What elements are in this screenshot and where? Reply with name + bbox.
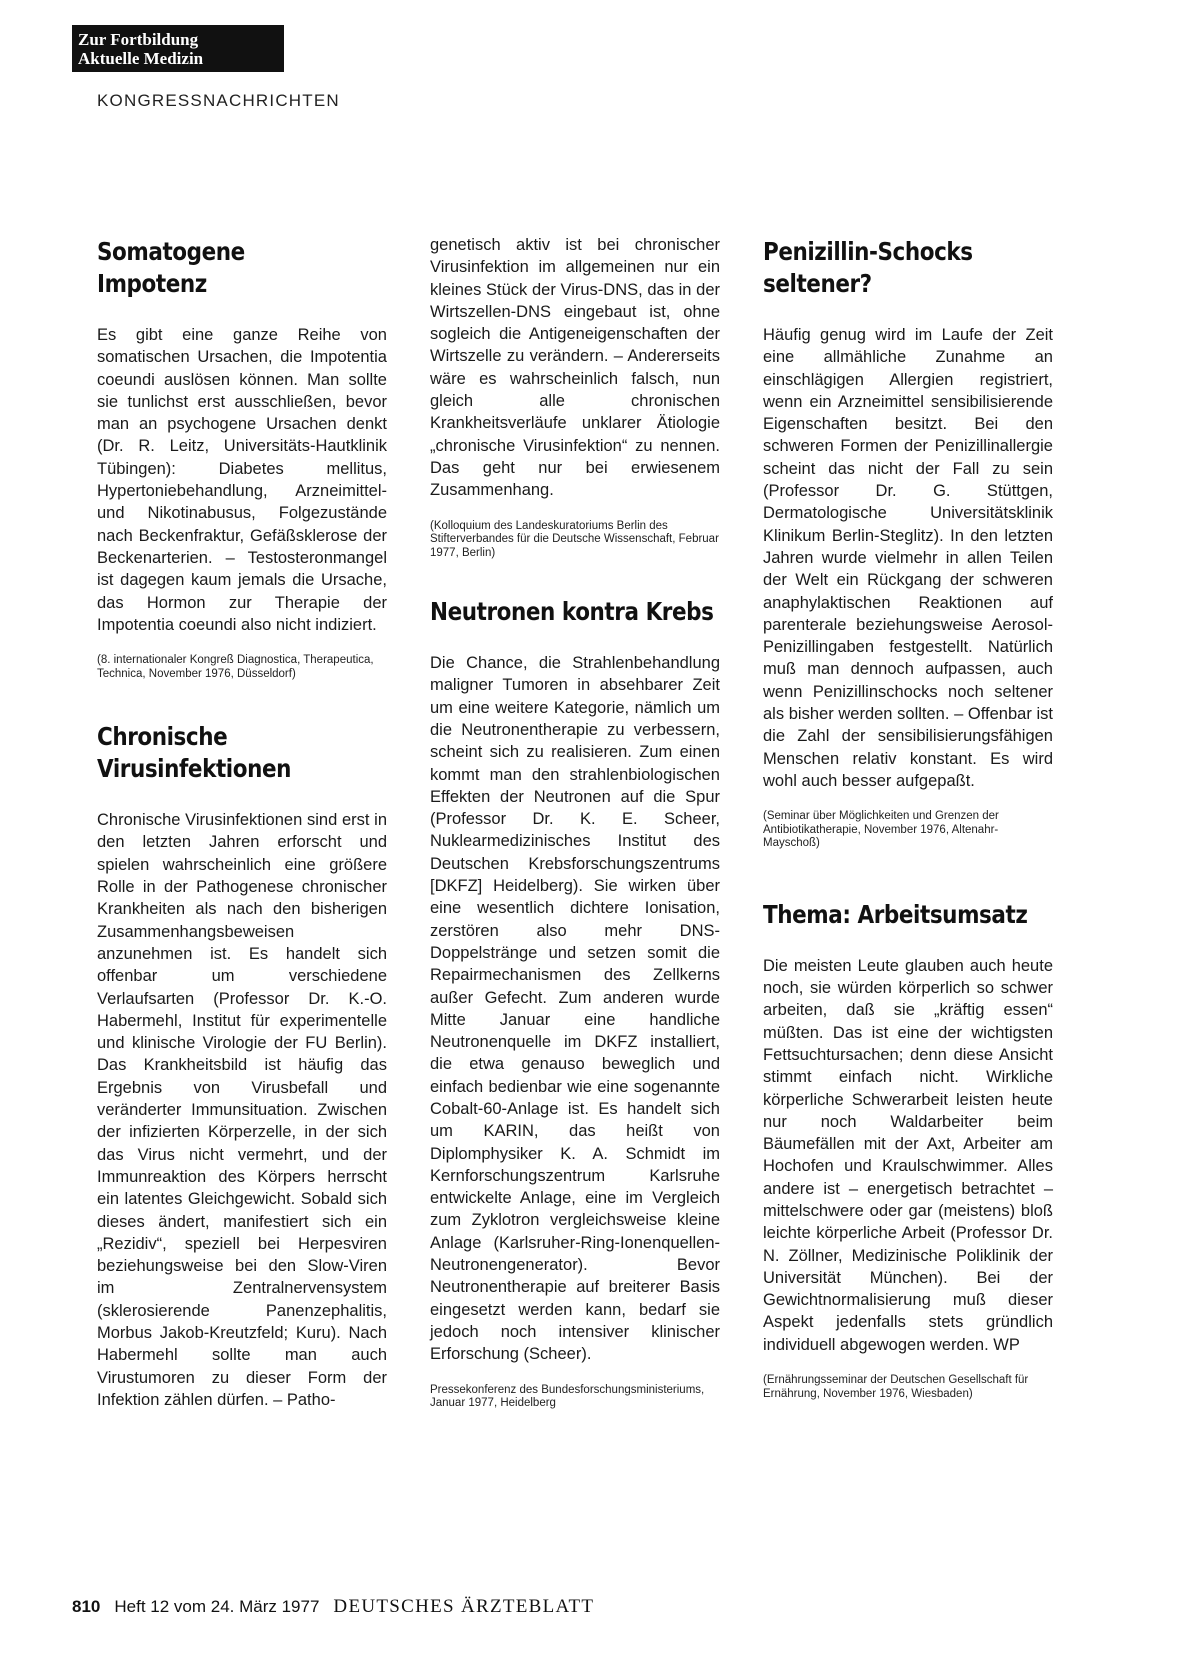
page-number: 810: [72, 1597, 101, 1616]
column-3: [763, 236, 1053, 1401]
column-2: [430, 234, 720, 1411]
issue-info: Heft 12 vom 24. März 1977: [114, 1597, 320, 1616]
article-source-somatogene: (8. internationaler Kongreß Diagnostica, Therapeutica, Technica, November 1976, Düsseldorf): [97, 654, 374, 680]
article-body-somatogene: Es gibt eine ganze Reihe von somatischen Ursachen, die Impotentia coeundi auslösen können. Man sollte sie tunlichst erst ausschließen, bevor man an psychogene Ursachen denkt (Dr. R. Leitz, Universitäts-Hautklinik Tübingen): Diabetes mellitus, Hypertoniebehandlung, Arzneimittel- und Nikotinabusus, Folgezustände nach Beckenfraktur, Gefäßsklerose der Beckenarterien. – Testosteronmangel ist dagegen kaum jemals die Ursache, das Hormon zur Therapie der Impotentia coeundi also nicht indiziert.: [97, 326, 387, 634]
article-source-chronische: (Kolloquium des Landeskuratoriums Berlin des Stifterverbandes für die Deutsche Wissenschaft, Februar 1977, Berlin): [430, 519, 719, 559]
magazine-name: DEUTSCHES ÄRZTEBLATT: [333, 1596, 595, 1617]
article-body-chronische-part2: genetisch aktiv ist bei chronischer Virusinfektion im allgemeinen nur ein kleines Stück der Virus-DNS, das in der Wirtszellen-DNS eingebaut ist, ohne sogleich die Antigeneigenschaften der Wirtszelle zu verändern. – Andererseits wäre es wahrscheinlich falsch, nun gleich alle chronischen Krankheitsverläufe unklarer Ätiologie „chronische Virusinfektion“ zu nennen. Das geht nur bei erwiesenem Zusammenhang.: [430, 236, 720, 500]
article-title-arbeitsumsatz: Thema: Arbeitsumsatz: [763, 899, 1028, 929]
section-badge: [72, 25, 284, 72]
article-body-penizillin: Häufig genug wird im Laufe der Zeit eine allmähliche Zunahme an einschlägigen Allergien registriert, wenn ein Arzneimittel sensibilisierende Eigenschaften besitzt. Bei den schweren Formen der Penizillinallergie scheint das nicht der Fall zu sein (Professor Dr. G. Stüttgen, Dermatologische Universitätsklinik Klinikum Berlin-Steglitz). In den letzten Jahren wurde vielmehr in allen Teilen der Welt ein Rückgang der schweren anaphylaktischen Reaktionen auf parenterale beziehungsweise Aerosol-Penizillingaben festgestellt. Natürlich muß man dennoch aufpassen, auch wenn Penizillinschocks noch seltener als bisher werden sollten. – Offenbar ist die Zahl der sensibilisierungsfähigen Menschen relativ konstant. Es wird wohl auch besser aufgepaßt.: [763, 326, 1053, 790]
article-source-neutronen: Pressekonferenz des Bundesforschungsministeriums, Januar 1977, Heidelberg: [430, 1383, 705, 1410]
article-title-chronische: Chronische Virusinfektionen: [97, 722, 291, 784]
article-title-somatogene: Somatogene Impotenz: [97, 237, 245, 298]
article-body-chronische-part1: Chronische Virusinfektionen sind erst in den letzten Jahren erforscht und spielen wahrscheinlich eine größere Rolle in der Pathogenese chronischer Krankheiten als nach den bisherigen Zusammenhangsbeweisen anzunehmen ist. Es handelt sich offenbar um verschiedene Verlaufsarten (Professor Dr. K.-O. Habermehl, Institut für experimentelle und klinische Virologie der FU Berlin). Das Krankheitsbild ist häufig das Ergebnis von Virusbefall und veränderter Immunsituation. Zwischen der infizierten Körperzelle, in der sich das Virus nicht vermehrt, und der Immunreaktion des Körpers herrscht ein latentes Gleichgewicht. Sobald sich dieses ändert, manifestiert sich ein „Rezidiv“, speziell bei Herpesviren beziehungsweise bei den Slow-Viren im Zentralnervensystem (sklerosierende Panenzephalitis, Morbus Jakob-Kreutzfeld; Kuru). Nach Habermehl sollte man auch Virustumoren zu dieser Form der Infektion zählen dürfen. – Patho-: [97, 811, 387, 1409]
article-title-penizillin: Penizillin-Schocks seltener?: [763, 237, 973, 298]
page-footer: [72, 1596, 594, 1618]
article-source-penizillin: (Seminar über Möglichkeiten und Grenzen der Antibiotikatherapie, November 1976, Altenahr-Mayschoß): [763, 810, 999, 850]
article-source-arbeitsumsatz: (Ernährungsseminar der Deutschen Gesellschaft für Ernährung, November 1976, Wiesbaden): [763, 1374, 1029, 1400]
article-title-neutronen: Neutronen kontra Krebs: [430, 597, 714, 627]
article-body-arbeitsumsatz: Die meisten Leute glauben auch heute noch, sie würden körperlich so schwer arbeiten, daß sie „kräftig essen“ müßten. Das ist eine der wichtigsten Fettsuchtursachen; denn diese Ansicht stimmt einfach nicht. Wirkliche körperliche Schwerarbeit leisten heute nur noch Waldarbeiter beim Bäumefällen mit der Axt, Arbeiter am Hochofen und Kraulschwimmer. Alles andere ist – energetisch betrachtet – mittelschwere oder gar (meistens) bloß leichte körperliche Arbeit (Professor Dr. N. Zöllner, Medizinische Poliklinik der Universität München). Bei der Gewichtnormalisierung muß dieser Aspekt jedenfalls stets gründlich individuell abgewogen werden. WP: [763, 956, 1053, 1354]
column-1: [97, 236, 387, 1411]
badge-line-1: Zur Fortbildung: [78, 30, 199, 49]
article-body-neutronen: Die Chance, die Strahlenbehandlung maligner Tumoren in absehbarer Zeit um eine weitere Kategorie, nämlich um die Neutronentherapie zu verbessern, scheint sich zu realisieren. Zum einen kommt man den strahlenbiologischen Effekten der Neutronen auf die Spur (Professor Dr. K. E. Scheer, Nuklearmedizinisches Institut des Deutschen Krebsforschungszentrums [DKFZ] Heidelberg). Sie wirken über eine wesentlich dichtere Ionisation, zerstören also mehr DNS-Doppelstränge und setzen somit die Repairmechanismen des Zellkerns außer Gefecht. Zum anderen wurde Mitte Januar eine handliche Neutronenquelle im DKFZ installiert, die etwa genauso beweglich und einfach bedienbar wie eine sogenannte Cobalt-60-Anlage ist. Es handelt sich um KARIN, das heißt von Diplomphysiker K. A. Schmidt im Kernforschungszentrum Karlsruhe entwickelte Anlage, eine im Vergleich zum Zyklotron vergleichsweise kleine Anlage (Karlsruher-Ring-Ionenquellen-Neutronengenerator). Bevor Neutronentherapie auf breiterer Basis eingesetzt werden kann, bedarf sie jedoch noch intensiver klinischer Erforschung (Scheer).: [430, 654, 720, 1364]
section-label: KONGRESSNACHRICHTEN: [97, 91, 340, 110]
badge-line-2: Aktuelle Medizin: [78, 49, 204, 68]
